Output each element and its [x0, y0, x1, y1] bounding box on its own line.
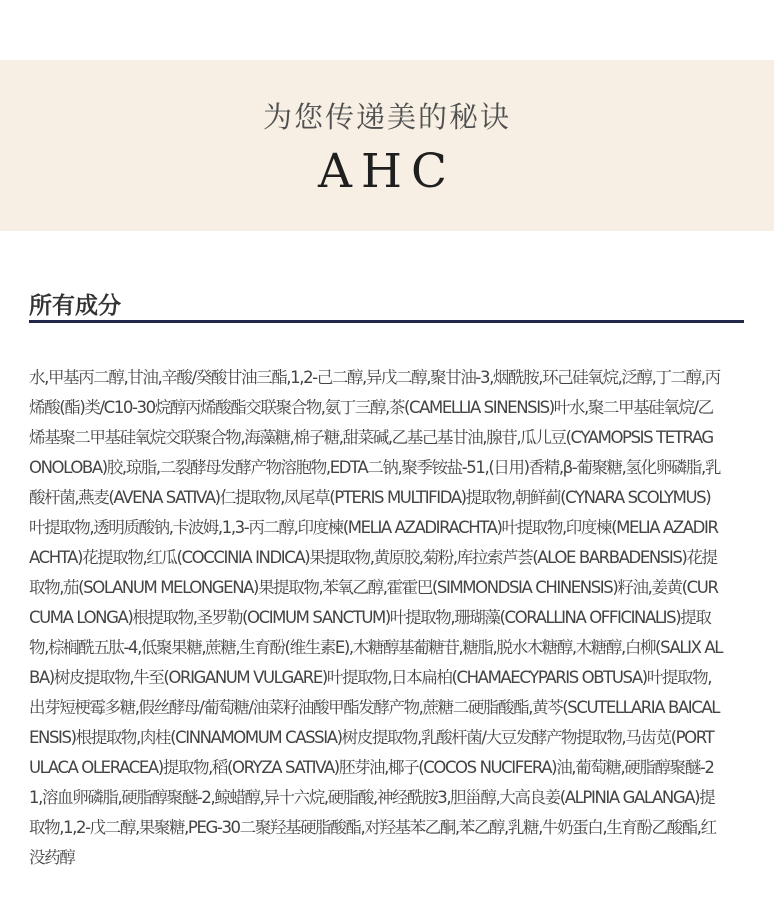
section-title: 所有成分 — [29, 293, 121, 320]
section-divider — [29, 320, 744, 323]
brand-tagline: 为您传递美的秘诀 — [262, 100, 511, 134]
ingredient-list: 水,甲基丙二醇,甘油,辛酸/癸酸甘油三酯,1,2-己二醇,异戊二醇,聚甘油-3,烟酰胺,环己硅氧烷,泛醇,丁二醇,丙烯酸(酯)类/C10-30烷醇丙烯酸酯交联聚合物,氨丁三醇,茶(CAMELLIA SINENSIS)叶水,聚二甲基硅氧烷/乙烯基聚二甲基硅氧烷交联聚合物,海藻糖,棉子糖,甜菜碱,乙基己基甘油,腺苷,瓜儿豆(CYAMOPSIS TETRAGONOLOBA)胶,琼脂,二裂酵母发酵产物溶胞物,EDTA二钠,聚季铵盐-51,(日用)香精,β-葡聚糖,氢化卵磷脂,乳酸杆菌,燕麦(AVENA SATIVA)仁提取物,凤尾草(PTERIS MULTIFIDA)提取物,朝鲜蓟(CYNARA SCOLYMUS)叶提取物,透明质酸钠,卡波姆,1,3-丙二醇,印度楝(MELIA AZADIRACHTA)叶提取物,印度楝(MELIA AZADIRACHTA)花提取物,红瓜(COCCINIA INDICA)果提取物,黄原胶,菊粉,库拉索芦荟(ALOE BARBADENSIS)花提取物,茄(SOLANUM MELONGENA)果提取物,苯氧乙醇,霍霍巴(SIMMONDSIA CHINENSIS)籽油,姜黄(CURCUMA LONGA)根提取物,圣罗勒(OCIMUM SANCTUM)叶提取物,珊瑚藻(CORALLINA OFFICINALIS)提取物,棕榈酰五肽-4,低聚果糖,蔗糖,生育酚(维生素E),木糖醇基葡糖苷,糖脂,脱水木糖醇,木糖醇,白柳(SALIX ALBA)树皮提取物,牛至(ORIGANUM VULGARE)叶提取物,日本扁柏(CHAMAECYPARIS OBTUSA)叶提取物,出芽短梗霉多糖,假丝酵母/葡萄糖/油菜籽油酸甲酯发酵产物,蔗糖二硬脂酸酯,黄芩(SCUTELLARIA BAICALENSIS)根提取物,肉桂(CINNAMOMUM CASSIA)树皮提取物,乳酸杆菌/大豆发酵产物提取物,马齿苋(PORTULACA OLERACEA)提取物,稻(ORYZA SATIVA)胚芽油,椰子(COCOS NUCIFERA)油,葡萄糖,硬脂醇聚醚-21,溶血卵磷脂,硬脂醇聚醚-2,鲸蜡醇,异十六烷,硬脂酸,神经酰胺3,胆甾醇,大高良姜(ALPINIA GALANGA)提取物,1,2-戊二醇,果聚糖,PEG-30二聚羟基硬脂酸酯,对羟基苯乙酮,苯乙醇,乳糖,牛奶蛋白,生育酚乙酸酯,红没药醇 — [29, 367, 723, 867]
ahc-logo: AHC — [318, 144, 456, 199]
